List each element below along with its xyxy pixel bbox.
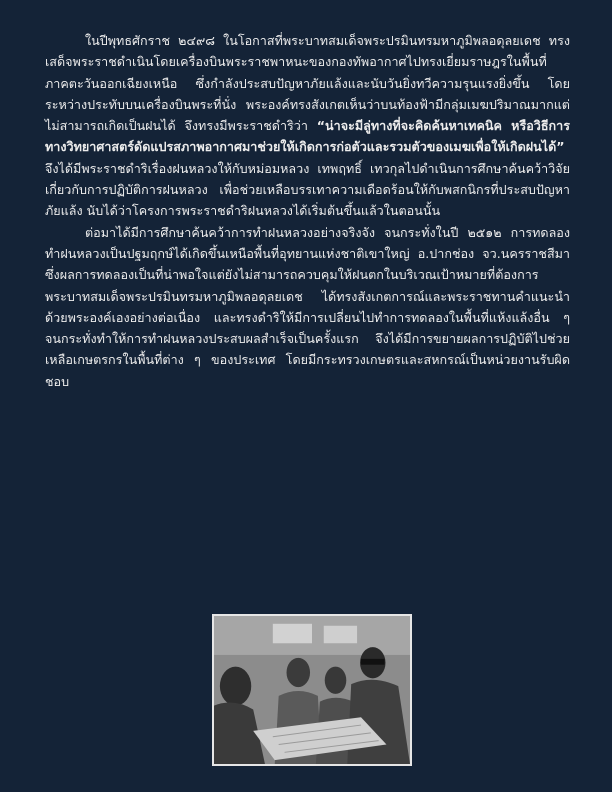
photo-sunglasses: [361, 659, 385, 665]
paragraph-2: ต่อมาได้มีการศึกษาค้นคว้าการทำฝนหลวงอย่างจริงจัง จนกระทั่งในปี ๒๕๑๒ การทดลองทำฝนหลวงเป็นปฐมฤกษ์ได้เกิดขึ้นเหนือพื้นที่อุทยานแห่งชาติเขาใหญ่ อ.ปากช่อง จว.นครราชสีมา ซึ่งผลการทดลองเป็นที่น่าพอใจแต่ยังไม่สามารถควบคุมให้ฝนตกในบริเวณเป้าหมายที่ต้องการ พระบาทสมเด็จพระปรมินทรมหาภูมิพลอดุลยเดช ได้ทรงสังเกตการณ์และพระราชทานคำแนะนำด้วยพระองค์เองอย่างต่อเนื่อง และทรงดำริให้มีการเปลี่ยนไปทำการทดลองในพื้นที่แห้งแล้งอื่น ๆ จนกระทั่งทำให้การทำฝนหลวงประสบผลสำเร็จเป็นครั้งแรก จึงได้มีการขยายผลการปฏิบัติไปช่วยเหลือเกษตรกรในพื้นที่ต่าง ๆ ของประเทศ โดยมีกระทรวงเกษตรและสหกรณ์เป็นหน่วยงานรับผิดชอบ: [45, 224, 570, 389]
royal-quote: “น่าจะมีลู่ทางที่จะคิดค้นหาเทคนิค หรือวิธีการทางวิทยาศาสตร์ดัดแปรสภาพอากาศมาช่วยให้เกิดการก่อตัวและรวมตัวของเมฆเพื่อให้เกิดฝนได้”: [45, 118, 570, 155]
photo-person-seated-head: [325, 667, 347, 694]
paragraph-1-intro: ในปีพุทธศักราช ๒๔๙๘ ในโอกาสที่พระบาทสมเด็จพระปรมินทรมหาภูมิพลอดุลยเดช ทรงเสด็จพระราชดำเนินโดยเครื่องบินพระราชพาหนะของกองทัพอากาศไปทรงเยี่ยมราษฎรในพื้นที่ภาคตะวันออกเฉียงเหนือ ซึ่งกำลังประสบปัญหาภัยแล้งและนับวันยิ่งทวีความรุนแรงยิ่งขึ้น โดยระหว่างประทับบนเครื่องบินพระที่นั่ง พระองค์ทรงสังเกตเห็นว่าบนท้องฟ้ามีกลุ่มเมฆปริมาณมากแต่ไม่สามารถเกิดเป็นฝนได้ จึงทรงมีพระราชดำริว่า: [45, 33, 570, 134]
paragraph-1-outro: จึงได้มีพระราชดำริเรื่องฝนหลวงให้กับหม่อมหลวง เทพฤทธิ์ เทวกุลไปดำเนินการศึกษาค้นคว้าวิจัยเกี่ยวกับการปฏิบัติการฝนหลวง เพื่อช่วยเหลือบรรเทาความเดือดร้อนให้กับพสกนิกรที่ประสบปัญหาภัยแล้ง นับได้ว่าโครงการพระราชดำริฝนหลวงได้เริ่มต้นขึ้นแล้วในตอนนั้น: [45, 160, 570, 219]
photo-illustration: [214, 616, 410, 764]
historical-photo: [212, 614, 412, 766]
photo-window-left: [273, 624, 312, 643]
paragraph-1: [45, 30, 570, 222]
photo-person-left-head: [220, 667, 251, 706]
photo-window-right: [324, 626, 357, 644]
photo-person-center-head: [287, 658, 311, 687]
article-body: [45, 30, 570, 392]
